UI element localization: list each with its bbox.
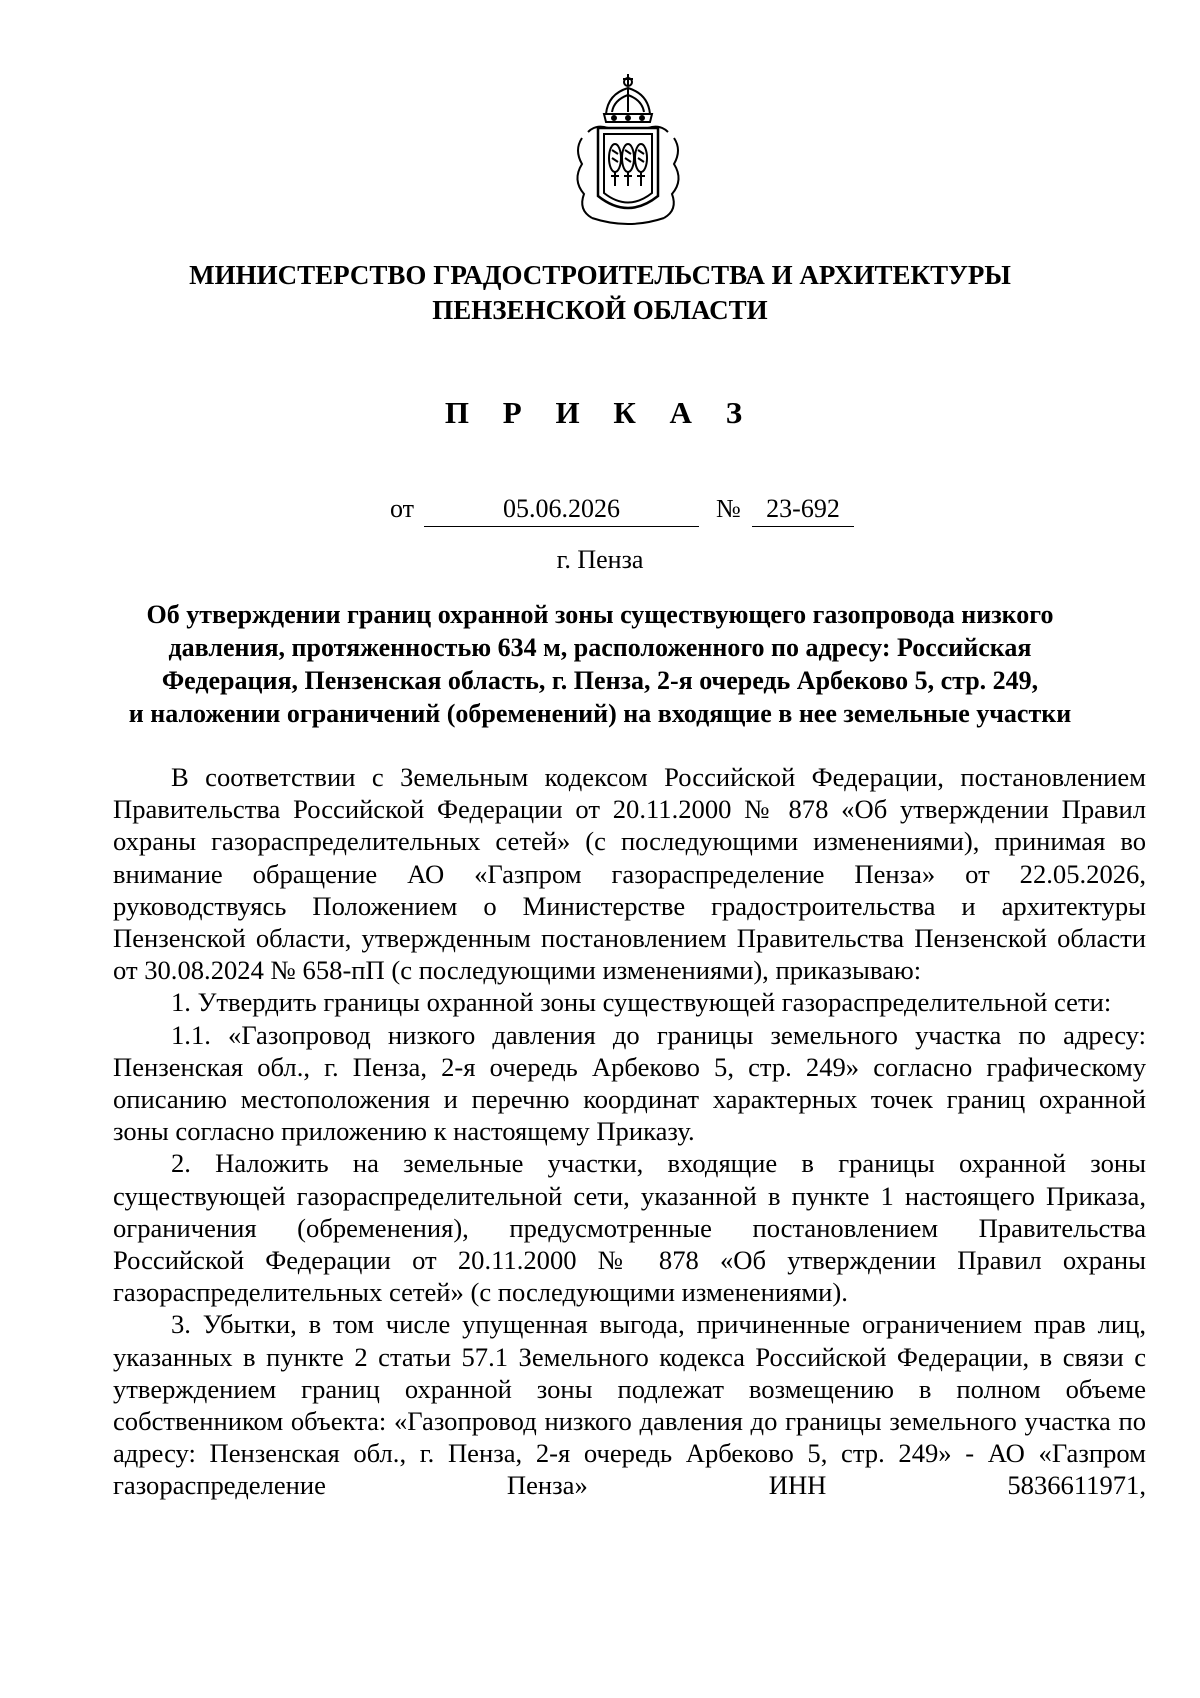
date-underline — [424, 526, 699, 527]
clause-1-1: 1.1. «Газопровод низкого давления до границы земельного участка по адресу: Пензенская обл., г. Пенза, 2-я очередь Арбеково 5, стр. 249» согласно графическому описанию местоположения и перечню координат характерных точек границ охранной зоны согласно приложению к настоящему Приказу. — [113, 1019, 1146, 1147]
subject-line: Федерация, Пензенская область, г. Пенза, 2-я очередь Арбеково 5, стр. 249, — [161, 666, 1039, 695]
preamble-paragraph: В соответствии с Земельным кодексом Российской Федерации, постановлением Правительства Российской Федерации от 20.11.2000 № 878 «Об утверждении Правил охраны газораспределительных сетей» (с последующими изменениями), принимая во внимание обращение АО «Газпром газораспределение Пенза» от 22.05.2026, руководствуясь Положением о Министерстве градостроительства и архитектуры Пензенской области, утвержденным постановлением Правительства Пензенской области от 30.08.2024 № 658-пП (с последующими изменениями), приказываю: — [113, 762, 1146, 986]
subject-line: Об утверждении границ охранной зоны существующего газопровода низкого — [146, 600, 1054, 629]
clause-3: 3. Убытки, в том числе упущенная выгода, причиненные ограничением прав лиц, указанных в пункте 2 статьи 57.1 Земельного кодекса Российской Федерации, в связи с утверждением границ охранной зоны подлежат возмещению в полном объеме собственником объекта: «Газопровод низкого давления до границы земельного участка по адресу: Пензенская обл., г. Пенза, 2-я очередь Арбеково 5, стр. 249» - АО «Газпром газораспределение Пенза» ИНН 5836611971, — [113, 1309, 1146, 1501]
subject-line: и наложении ограничений (обременений) на входящие в нее земельные участки — [128, 699, 1072, 728]
order-number: 23-692 — [766, 494, 840, 523]
city: г. Пенза — [556, 545, 644, 574]
order-date: 05.06.2026 — [503, 494, 620, 523]
clause-1: 1. Утвердить границы охранной зоны существующей газораспределительной сети: — [171, 987, 1112, 1018]
ministry-name-line: МИНИСТЕРСТВО ГРАДОСТРОИТЕЛЬСТВА И АРХИТЕКТУРЫ — [189, 260, 1011, 290]
ministry-name — [0, 258, 1200, 328]
from-label: от — [390, 494, 415, 523]
clause-2: 2. Наложить на земельные участки, входящие в границы охранной зоны существующей газораспределительной сети, указанной в пункте 1 настоящего Приказа, ограничения (обременения), предусмотренные постановлением Правительства Российской Федерации от 20.11.2000 № 878 «Об утверждении Правил охраны газораспределительных сетей» (с последующими изменениями). — [113, 1148, 1146, 1308]
number-underline — [752, 526, 854, 527]
document-type: П Р И К А З — [444, 395, 756, 430]
number-label: № — [716, 494, 741, 523]
order-body — [113, 761, 1146, 1502]
ministry-name-line: ПЕНЗЕНСКОЙ ОБЛАСТИ — [432, 295, 768, 325]
subject-line: давления, протяженностью 634 м, расположенного по адресу: Российская — [168, 633, 1032, 662]
penza-region-coat-of-arms-icon — [568, 72, 688, 232]
order-subject — [100, 598, 1100, 730]
